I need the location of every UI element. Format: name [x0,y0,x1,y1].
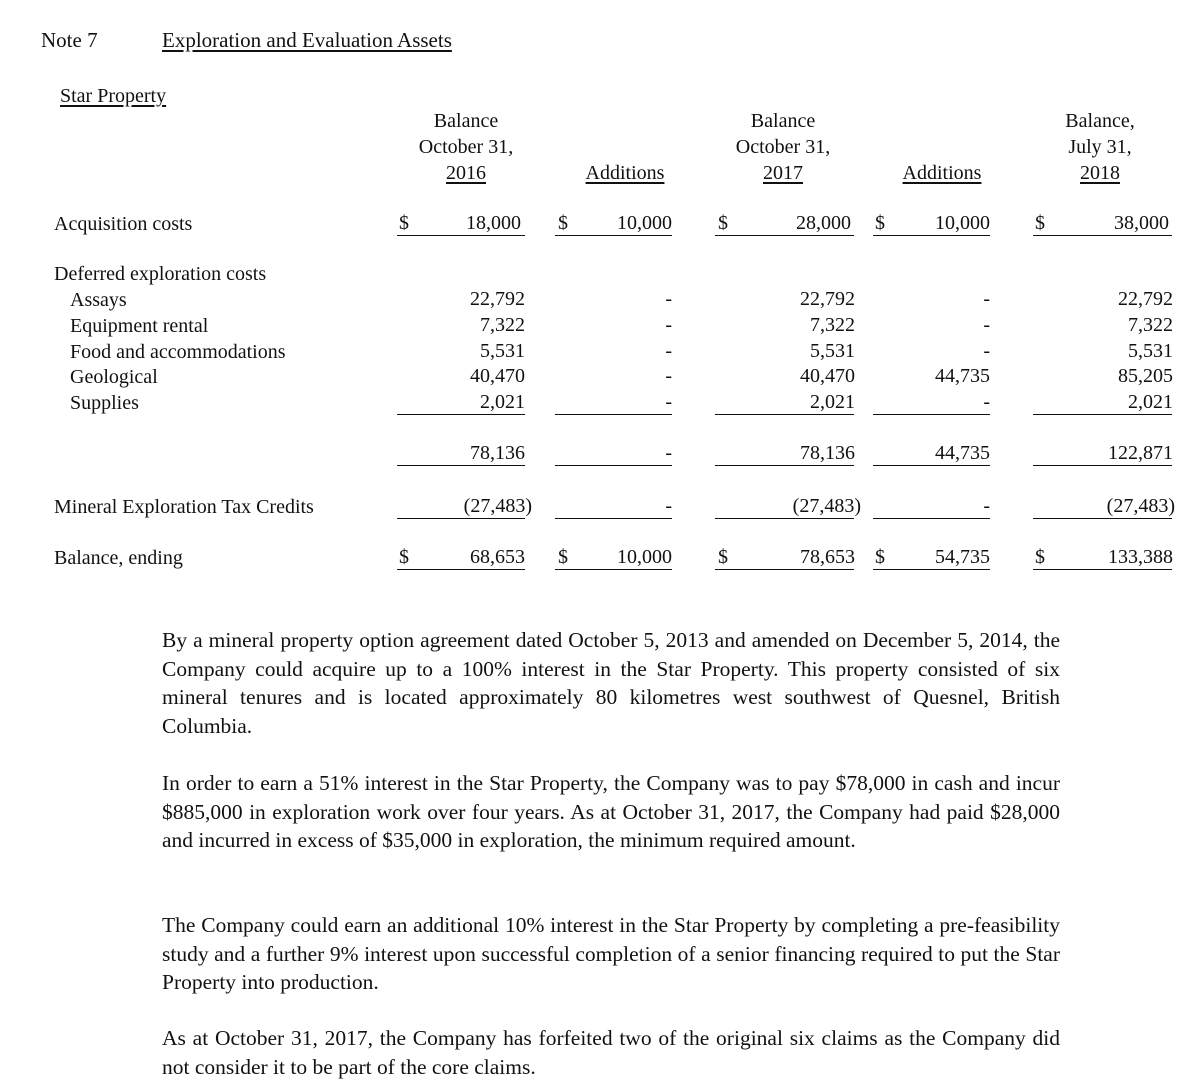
currency-symbol: $ [875,212,885,234]
table-cell: - [665,391,672,413]
table-cell: 28,000 [796,212,851,234]
table-cell: 78,136 [800,442,855,464]
currency-symbol: $ [1035,212,1045,234]
table-cell: 78,136 [470,442,525,464]
header-additions-2018: Additions [902,162,982,184]
paragraph: The Company could earn an additional 10% interest in the Star Property by completing a pre-feasibility study and a further 9% interest upon successful completion of a senior financing required to put the Star Property into production. [162,913,1060,994]
table-cell: 10,000 [617,212,672,234]
rule [873,235,990,236]
label-acquisition: Acquisition costs [54,213,193,235]
rule [1033,569,1172,570]
label-balance-ending: Balance, ending [54,547,183,569]
rule [397,518,525,519]
table-cell: 7,322 [480,314,525,336]
table-cell: - [665,314,672,336]
rule [873,569,990,570]
table-cell: - [983,314,990,336]
paragraph: As at October 31, 2017, the Company has forfeited two of the original six claims as the Company did not consider it to be part of the core claims. [162,1026,1060,1079]
table-cell: 38,000 [1114,212,1169,234]
label-geological: Geological [70,366,158,388]
table-cell: 7,322 [1128,314,1173,336]
section-subtitle: Star Property [60,85,167,107]
rule [1033,235,1172,236]
table-cell: 2,021 [810,391,855,413]
table-cell: - [665,288,672,310]
header-balance-2018: Balance, July 31, 2018 [1065,110,1135,184]
currency-symbol: $ [1035,546,1045,568]
rule [715,569,854,570]
label-tax-credits: Mineral Exploration Tax Credits [54,496,314,518]
table-cell: 68,653 [470,546,525,568]
table-cell: 5,531 [480,340,525,362]
note-number: Note 7 [41,28,98,52]
table-cell: 10,000 [935,212,990,234]
rule [397,235,525,236]
table-cell: 22,792 [1118,288,1173,310]
table-cell: (27,483) [792,495,861,517]
header-balance-2016: Balance October 31, 2016 [418,110,514,184]
rule [555,414,672,415]
label-assays: Assays [70,289,127,311]
table-cell: (27,483) [1106,495,1175,517]
table-cell: 44,735 [935,365,990,387]
rule [715,414,854,415]
table-cell: - [983,340,990,362]
paragraph: By a mineral property option agreement dated October 5, 2013 and amended on December 5, 2014, the Company could acquire up to a 100% interest in the Star Property. This property consisted of six mineral tenures and is located approximately 80 kilometres west southwest of Quesnel, British Columbia. [162,628,1060,738]
table-cell: 85,205 [1118,365,1173,387]
table-cell: 40,470 [470,365,525,387]
label-supplies: Supplies [70,392,139,414]
currency-symbol: $ [558,212,568,234]
table-cell: 18,000 [466,212,521,234]
table-cell: 78,653 [800,546,855,568]
rule [397,465,525,466]
table-cell: 5,531 [1128,340,1173,362]
table-cell: 44,735 [935,442,990,464]
currency-symbol: $ [875,546,885,568]
rule [873,465,990,466]
header-balance-2017: Balance October 31, 2017 [735,110,831,184]
label-deferred: Deferred exploration costs [54,263,267,285]
table-cell: 22,792 [470,288,525,310]
header-additions-2017: Additions [585,162,665,184]
table-cell: 133,388 [1108,546,1173,568]
currency-symbol: $ [718,546,728,568]
table-cell: - [983,495,990,517]
table-cell: 2,021 [480,391,525,413]
currency-symbol: $ [718,212,728,234]
rule [873,518,990,519]
table-cell: 122,871 [1108,442,1173,464]
rule [873,414,990,415]
table-cell: 7,322 [810,314,855,336]
table-cell: 54,735 [935,546,990,568]
rule [397,569,525,570]
currency-symbol: $ [399,546,409,568]
table-cell: 22,792 [800,288,855,310]
table-cell: (27,483) [463,495,532,517]
table-cell: 40,470 [800,365,855,387]
rule [555,569,672,570]
paragraph: In order to earn a 51% interest in the Star Property, the Company was to pay $78,000 in cash and incur $885,000 in exploration work over four years. As at October 31, 2017, the Company had paid $28,000 and incurred in excess of $35,000 in exploration, the minimum required amount. [162,771,1060,852]
table-cell: - [983,288,990,310]
rule [1033,465,1172,466]
rule [1033,518,1172,519]
table-cell: - [665,495,672,517]
rule [397,414,525,415]
table-cell: 10,000 [617,546,672,568]
rule [715,235,854,236]
rule [715,518,854,519]
table-cell: - [665,365,672,387]
table-cell: 5,531 [810,340,855,362]
rule [555,235,672,236]
label-equipment: Equipment rental [70,315,209,337]
currency-symbol: $ [558,546,568,568]
table-cell: 2,021 [1128,391,1173,413]
table-cell: - [983,391,990,413]
rule [555,518,672,519]
table-cell: - [665,442,672,464]
rule [1033,414,1172,415]
rule [715,465,854,466]
currency-symbol: $ [399,212,409,234]
note-title: Exploration and Evaluation Assets [162,28,452,52]
label-food: Food and accommodations [70,341,286,363]
table-cell: - [665,340,672,362]
rule [555,465,672,466]
